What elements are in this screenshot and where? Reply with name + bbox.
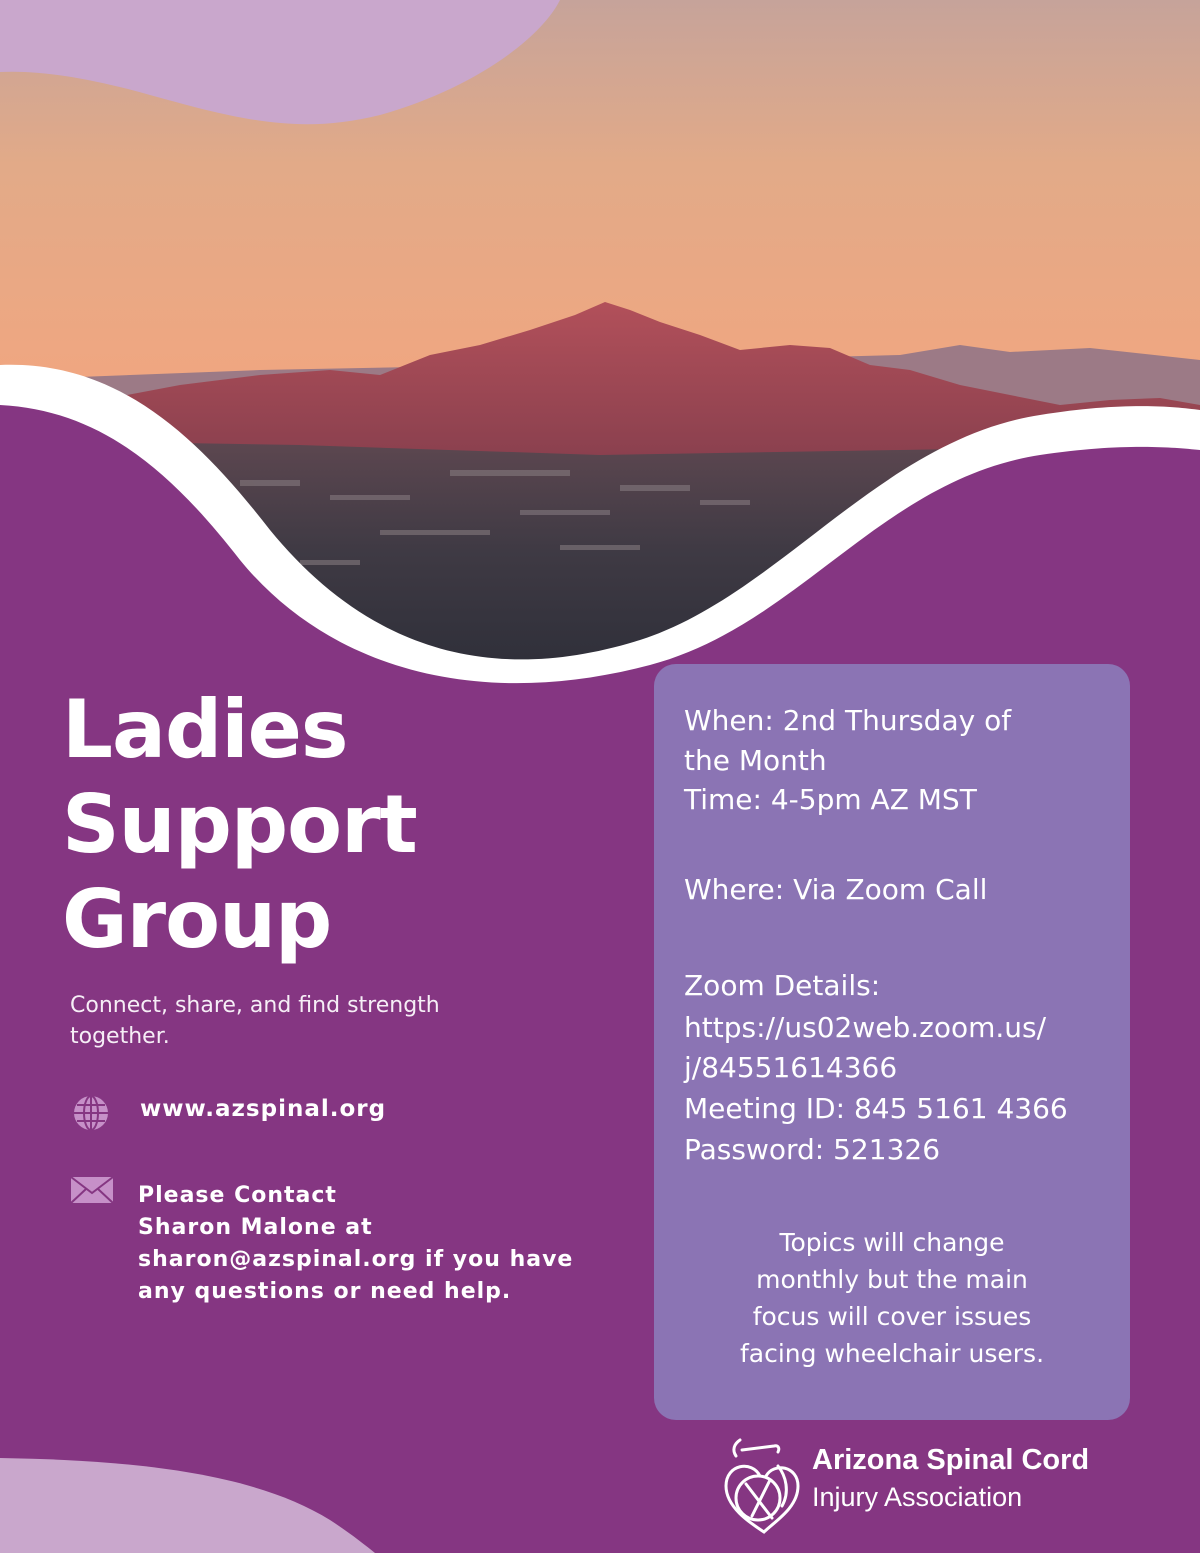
page-title — [62, 682, 582, 967]
zoom-url-line-2[interactable]: j/84551614366 — [684, 1051, 898, 1084]
topics-line-3: focus will cover issues — [752, 1302, 1032, 1331]
organization-logo — [712, 1436, 1092, 1536]
topics-line-4: facing wheelchair users. — [739, 1339, 1045, 1368]
website-link[interactable]: www.azspinal.org — [140, 1096, 387, 1122]
details-card — [654, 664, 1130, 1420]
contact-line-3: sharon@azspinal.org if you have — [138, 1247, 574, 1272]
when-line-1: When: 2nd Thursday of — [684, 704, 1012, 737]
contact-line-1: Please Contact — [138, 1183, 337, 1208]
globe-icon — [72, 1094, 110, 1132]
title-line-3: Group — [62, 873, 332, 966]
zoom-heading: Zoom Details: — [684, 969, 881, 1002]
when-line-2: the Month — [684, 744, 827, 777]
zoom-url-line-1[interactable]: https://us02web.zoom.us/ — [684, 1011, 1047, 1044]
meeting-id: Meeting ID: 845 5161 4366 — [684, 1092, 1068, 1125]
topics-line-1: Topics will change — [779, 1228, 1005, 1257]
wheelchair-heart-icon — [712, 1436, 808, 1536]
envelope-icon — [70, 1176, 114, 1204]
title-line-2: Support — [62, 778, 417, 871]
title-line-1: Ladies — [62, 683, 348, 776]
contact-info — [138, 1180, 638, 1308]
contact-line-4: any questions or need help. — [138, 1279, 512, 1304]
password: Password: 521326 — [684, 1133, 941, 1166]
where-line: Where: Via Zoom Call — [684, 873, 988, 906]
contact-line-2: Sharon Malone at — [138, 1215, 373, 1240]
logo-text-line-1: Arizona Spinal Cord — [812, 1444, 1090, 1476]
logo-text-line-2: Injury Association — [812, 1482, 1023, 1512]
tagline: Connect, share, and find strength together. — [70, 993, 440, 1049]
topics-line-2: monthly but the main — [756, 1265, 1028, 1294]
time-line: Time: 4-5pm AZ MST — [684, 783, 977, 816]
